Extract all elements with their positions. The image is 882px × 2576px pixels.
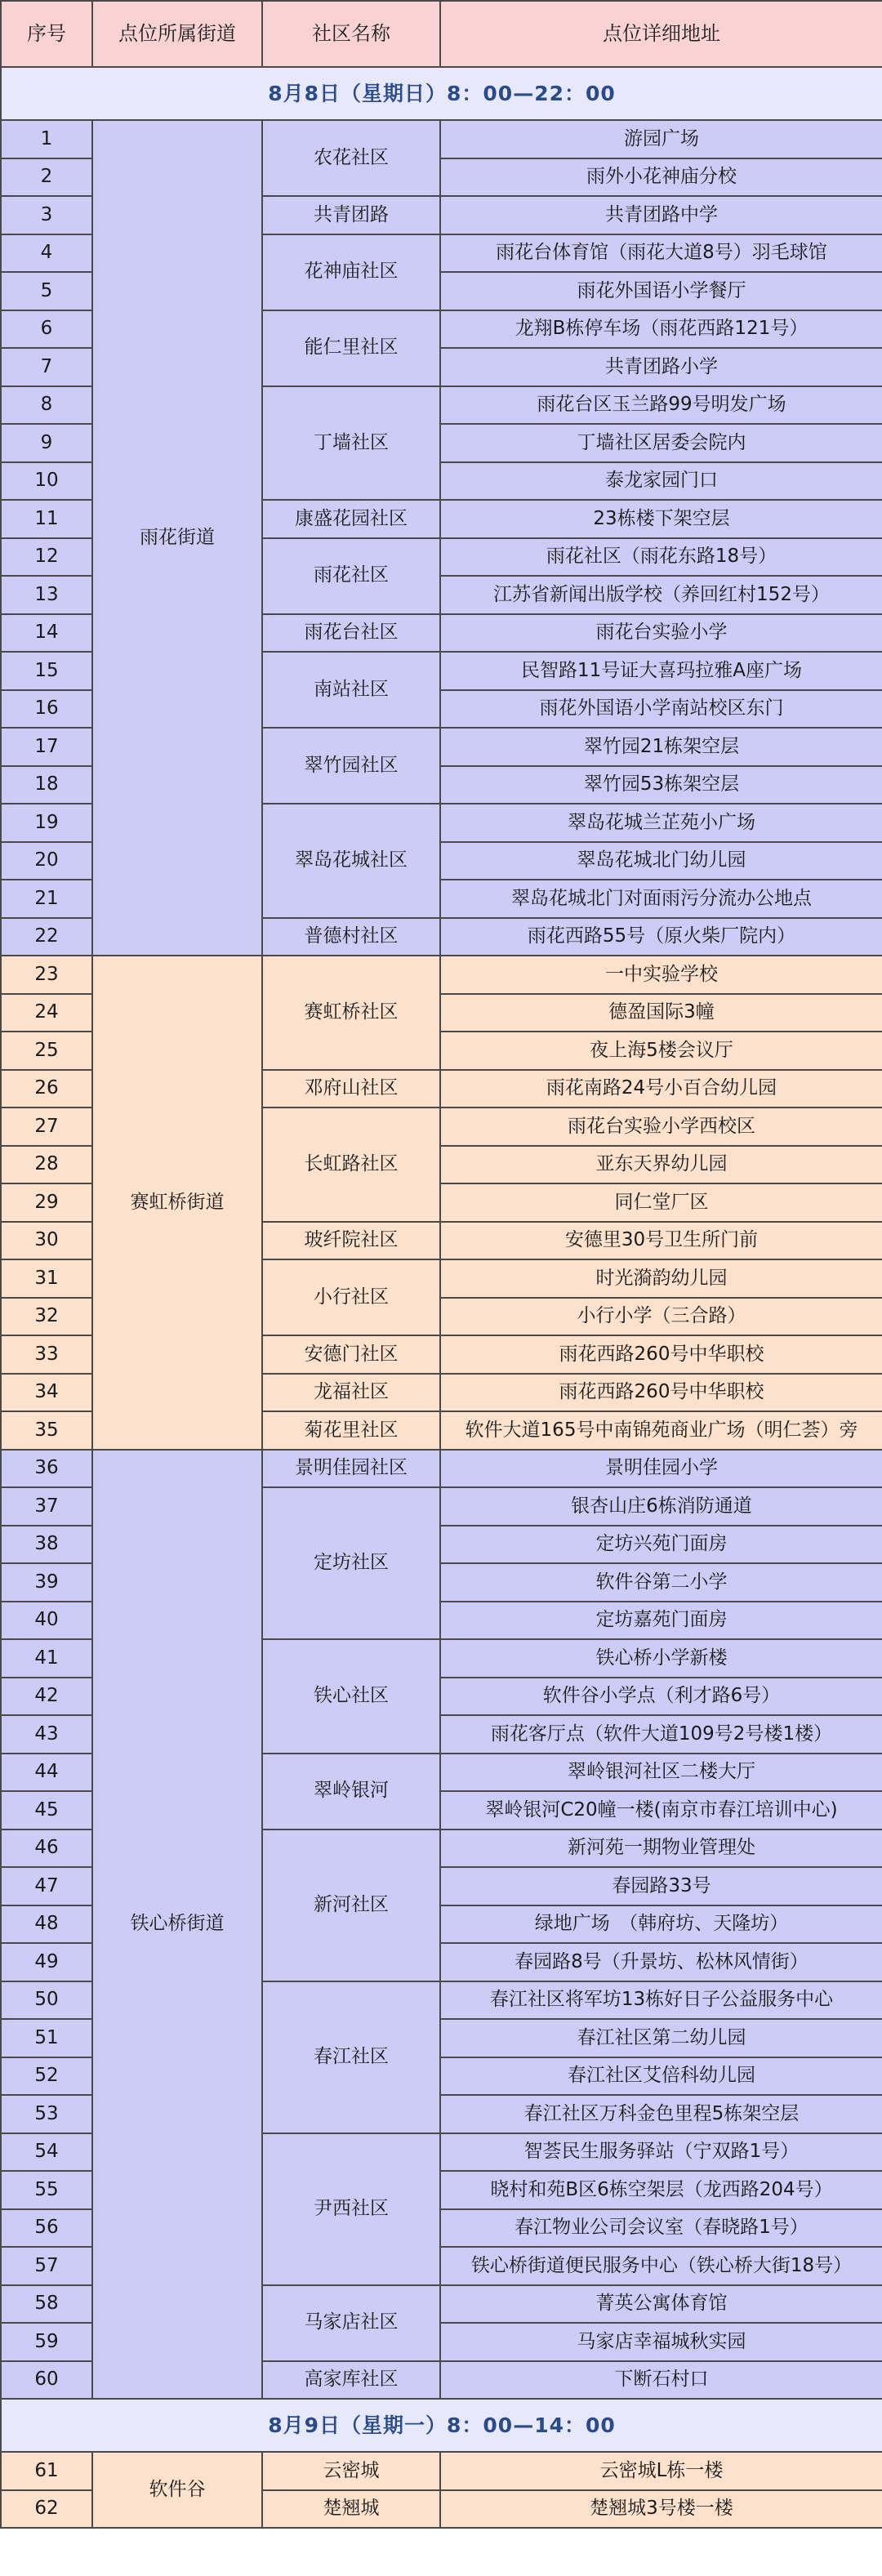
date-section-row <box>1 67 882 120</box>
site-number: 54 <box>1 2133 92 2172</box>
site-address: 一中实验学校 <box>440 956 882 994</box>
site-number: 26 <box>1 1070 92 1108</box>
site-address: 智荟民生服务驿站（宁双路1号） <box>440 2133 882 2172</box>
site-number: 39 <box>1 1563 92 1602</box>
site-number: 32 <box>1 1298 92 1336</box>
community-name: 雨花社区 <box>262 538 440 614</box>
site-number: 38 <box>1 1526 92 1564</box>
site-number: 40 <box>1 1602 92 1640</box>
site-number: 43 <box>1 1715 92 1754</box>
community-name: 菊花里社区 <box>262 1411 440 1450</box>
header-address: 点位详细地址 <box>440 1 882 67</box>
table-row <box>1 120 882 158</box>
site-address: 龙翔B栋停车场（雨花西路121号） <box>440 310 882 349</box>
community-name: 雨花台社区 <box>262 614 440 653</box>
site-number: 17 <box>1 728 92 766</box>
site-number: 21 <box>1 880 92 918</box>
date-section-title: 8月9日（星期一）8：00—14：00 <box>1 2399 882 2452</box>
site-address: 23栋楼下架空层 <box>440 500 882 538</box>
community-name: 小行社区 <box>262 1259 440 1335</box>
community-name: 长虹路社区 <box>262 1108 440 1222</box>
site-number: 8 <box>1 386 92 425</box>
site-number: 28 <box>1 1146 92 1184</box>
site-number: 11 <box>1 500 92 538</box>
community-name: 铁心社区 <box>262 1639 440 1754</box>
site-address: 景明佳园小学 <box>440 1450 882 1488</box>
street-name: 铁心桥街道 <box>92 1450 262 2400</box>
site-number: 51 <box>1 2019 92 2057</box>
site-number: 49 <box>1 1943 92 1981</box>
site-number: 13 <box>1 576 92 614</box>
community-name: 龙福社区 <box>262 1374 440 1412</box>
site-number: 60 <box>1 2361 92 2400</box>
table-row <box>1 2452 882 2490</box>
community-name: 共青团路 <box>262 196 440 234</box>
site-address: 翠竹园53栋架空层 <box>440 766 882 804</box>
site-address: 亚东天界幼儿园 <box>440 1146 882 1184</box>
community-name: 春江社区 <box>262 1981 440 2133</box>
site-number: 30 <box>1 1222 92 1260</box>
site-address: 雨花西路260号中华职校 <box>440 1335 882 1374</box>
site-address: 绿地广场 （韩府坊、天隆坊） <box>440 1905 882 1944</box>
site-number: 45 <box>1 1791 92 1829</box>
community-name: 赛虹桥社区 <box>262 956 440 1070</box>
site-number: 10 <box>1 462 92 501</box>
site-number: 44 <box>1 1754 92 1792</box>
site-number: 55 <box>1 2171 92 2209</box>
site-number: 57 <box>1 2247 92 2285</box>
site-address: 春园路33号 <box>440 1867 882 1905</box>
site-address: 雨花台实验小学 <box>440 614 882 653</box>
site-address: 江苏省新闻出版学校（养回红村152号） <box>440 576 882 614</box>
site-address: 翠岛花城兰芷苑小广场 <box>440 804 882 842</box>
site-number: 35 <box>1 1411 92 1450</box>
community-name: 花神庙社区 <box>262 234 440 310</box>
site-number: 36 <box>1 1450 92 1488</box>
site-number: 47 <box>1 1867 92 1905</box>
site-number: 33 <box>1 1335 92 1374</box>
street-name: 软件谷 <box>92 2452 262 2528</box>
site-address: 泰龙家园门口 <box>440 462 882 501</box>
table-row <box>1 1450 882 1488</box>
site-address: 软件谷小学点（利才路6号） <box>440 1678 882 1716</box>
site-address: 时光漪韵幼儿园 <box>440 1259 882 1298</box>
community-name: 安德门社区 <box>262 1335 440 1374</box>
site-number: 14 <box>1 614 92 653</box>
header-no: 序号 <box>1 1 92 67</box>
site-address: 民智路11号证大喜玛拉雅A座广场 <box>440 652 882 690</box>
site-address: 雨花西路55号（原火柴厂院内） <box>440 918 882 956</box>
site-address: 德盈国际3幢 <box>440 994 882 1032</box>
site-address: 晓村和苑B区6栋空架层（龙西路204号） <box>440 2171 882 2209</box>
community-name: 尹西社区 <box>262 2133 440 2285</box>
site-address: 雨花外国语小学南站校区东门 <box>440 690 882 729</box>
community-name: 云密城 <box>262 2452 440 2490</box>
site-address: 翠岭银河社区二楼大厅 <box>440 1754 882 1792</box>
site-address: 新河苑一期物业管理处 <box>440 1829 882 1868</box>
site-address: 定坊兴苑门面房 <box>440 1526 882 1564</box>
site-address: 雨花台实验小学西校区 <box>440 1108 882 1146</box>
site-number: 46 <box>1 1829 92 1868</box>
site-number: 15 <box>1 652 92 690</box>
site-address: 铁心桥小学新楼 <box>440 1639 882 1678</box>
community-name: 普德村社区 <box>262 918 440 956</box>
site-number: 24 <box>1 994 92 1032</box>
site-number: 20 <box>1 842 92 880</box>
community-name: 能仁里社区 <box>262 310 440 386</box>
header-community: 社区名称 <box>262 1 440 67</box>
site-number: 29 <box>1 1183 92 1222</box>
table-body <box>1 67 882 2528</box>
site-number: 48 <box>1 1905 92 1944</box>
site-number: 23 <box>1 956 92 994</box>
site-number: 31 <box>1 1259 92 1298</box>
site-address: 翠岭银河C20幢一楼(南京市春江培训中心) <box>440 1791 882 1829</box>
site-number: 2 <box>1 158 92 197</box>
site-number: 37 <box>1 1487 92 1526</box>
site-address: 夜上海5楼会议厅 <box>440 1032 882 1070</box>
site-address: 下断石村口 <box>440 2361 882 2400</box>
community-name: 邓府山社区 <box>262 1070 440 1108</box>
community-name: 马家店社区 <box>262 2285 440 2361</box>
site-number: 1 <box>1 120 92 158</box>
site-address: 翠岛花城北门幼儿园 <box>440 842 882 880</box>
site-number: 34 <box>1 1374 92 1412</box>
site-address: 铁心桥街道便民服务中心（铁心桥大街18号） <box>440 2247 882 2285</box>
site-number: 61 <box>1 2452 92 2490</box>
site-number: 3 <box>1 196 92 234</box>
site-number: 59 <box>1 2323 92 2361</box>
site-address: 翠岛花城北门对面雨污分流办公地点 <box>440 880 882 918</box>
site-address: 雨花台体育馆（雨花大道8号）羽毛球馆 <box>440 234 882 273</box>
site-address: 小行小学（三合路） <box>440 1298 882 1336</box>
site-address: 软件大道165号中南锦苑商业广场（明仁荟）旁 <box>440 1411 882 1450</box>
community-name: 翠岛花城社区 <box>262 804 440 918</box>
site-address: 共青团路中学 <box>440 196 882 234</box>
site-number: 50 <box>1 1981 92 2020</box>
site-number: 53 <box>1 2095 92 2133</box>
site-number: 6 <box>1 310 92 349</box>
community-name: 丁墙社区 <box>262 386 440 501</box>
community-name: 翠竹园社区 <box>262 728 440 804</box>
site-address: 共青团路小学 <box>440 348 882 386</box>
site-address: 春江社区万科金色里程5栋架空层 <box>440 2095 882 2133</box>
site-number: 4 <box>1 234 92 273</box>
site-number: 56 <box>1 2209 92 2248</box>
site-number: 9 <box>1 424 92 462</box>
site-number: 27 <box>1 1108 92 1146</box>
header-row <box>1 1 882 67</box>
site-address: 同仁堂厂区 <box>440 1183 882 1222</box>
table-row <box>1 956 882 994</box>
community-name: 翠岭银河 <box>262 1754 440 1829</box>
community-name: 定坊社区 <box>262 1487 440 1639</box>
site-address: 雨花西路260号中华职校 <box>440 1374 882 1412</box>
site-number: 22 <box>1 918 92 956</box>
site-address: 雨花台区玉兰路99号明发广场 <box>440 386 882 425</box>
site-number: 12 <box>1 538 92 577</box>
community-name: 康盛花园社区 <box>262 500 440 538</box>
site-address: 春江社区第二幼儿园 <box>440 2019 882 2057</box>
community-name: 楚翘城 <box>262 2490 440 2529</box>
site-number: 16 <box>1 690 92 729</box>
site-address: 菁英公寓体育馆 <box>440 2285 882 2324</box>
site-number: 52 <box>1 2057 92 2096</box>
site-address: 丁墙社区居委会院内 <box>440 424 882 462</box>
site-address: 雨花社区（雨花东路18号） <box>440 538 882 577</box>
date-section-title: 8月8日（星期日）8：00—22：00 <box>1 67 882 120</box>
site-address: 定坊嘉苑门面房 <box>440 1602 882 1640</box>
site-address: 春江社区艾倍科幼儿园 <box>440 2057 882 2096</box>
site-address: 翠竹园21栋架空层 <box>440 728 882 766</box>
date-section-row <box>1 2399 882 2452</box>
site-address: 银杏山庄6栋消防通道 <box>440 1487 882 1526</box>
site-address: 软件谷第二小学 <box>440 1563 882 1602</box>
site-address: 春江物业公司会议室（春晓路1号） <box>440 2209 882 2248</box>
site-address: 安德里30号卫生所门前 <box>440 1222 882 1260</box>
community-name: 新河社区 <box>262 1829 440 1981</box>
site-address: 春园路8号（升景坊、松林风情街） <box>440 1943 882 1981</box>
site-number: 7 <box>1 348 92 386</box>
street-name: 雨花街道 <box>92 120 262 956</box>
site-address: 春江社区将军坊13栋好日子公益服务中心 <box>440 1981 882 2020</box>
site-address: 雨外小花神庙分校 <box>440 158 882 197</box>
header-street: 点位所属街道 <box>92 1 262 67</box>
site-address: 雨花客厅点（软件大道109号2号楼1楼） <box>440 1715 882 1754</box>
site-address: 楚翘城3号楼一楼 <box>440 2490 882 2529</box>
site-address: 游园广场 <box>440 120 882 158</box>
community-name: 玻纤院社区 <box>262 1222 440 1260</box>
site-number: 19 <box>1 804 92 842</box>
site-number: 41 <box>1 1639 92 1678</box>
site-number: 25 <box>1 1032 92 1070</box>
community-name: 南站社区 <box>262 652 440 728</box>
site-address: 雨花外国语小学餐厅 <box>440 272 882 310</box>
site-number: 58 <box>1 2285 92 2324</box>
site-address: 马家店幸福城秋实园 <box>440 2323 882 2361</box>
street-name: 赛虹桥街道 <box>92 956 262 1450</box>
community-name: 农花社区 <box>262 120 440 196</box>
site-number: 42 <box>1 1678 92 1716</box>
site-number: 18 <box>1 766 92 804</box>
site-address: 云密城L栋一楼 <box>440 2452 882 2490</box>
community-name: 景明佳园社区 <box>262 1450 440 1488</box>
site-number: 5 <box>1 272 92 310</box>
site-address: 雨花南路24号小百合幼儿园 <box>440 1070 882 1108</box>
community-name: 高家库社区 <box>262 2361 440 2400</box>
site-number: 62 <box>1 2490 92 2529</box>
